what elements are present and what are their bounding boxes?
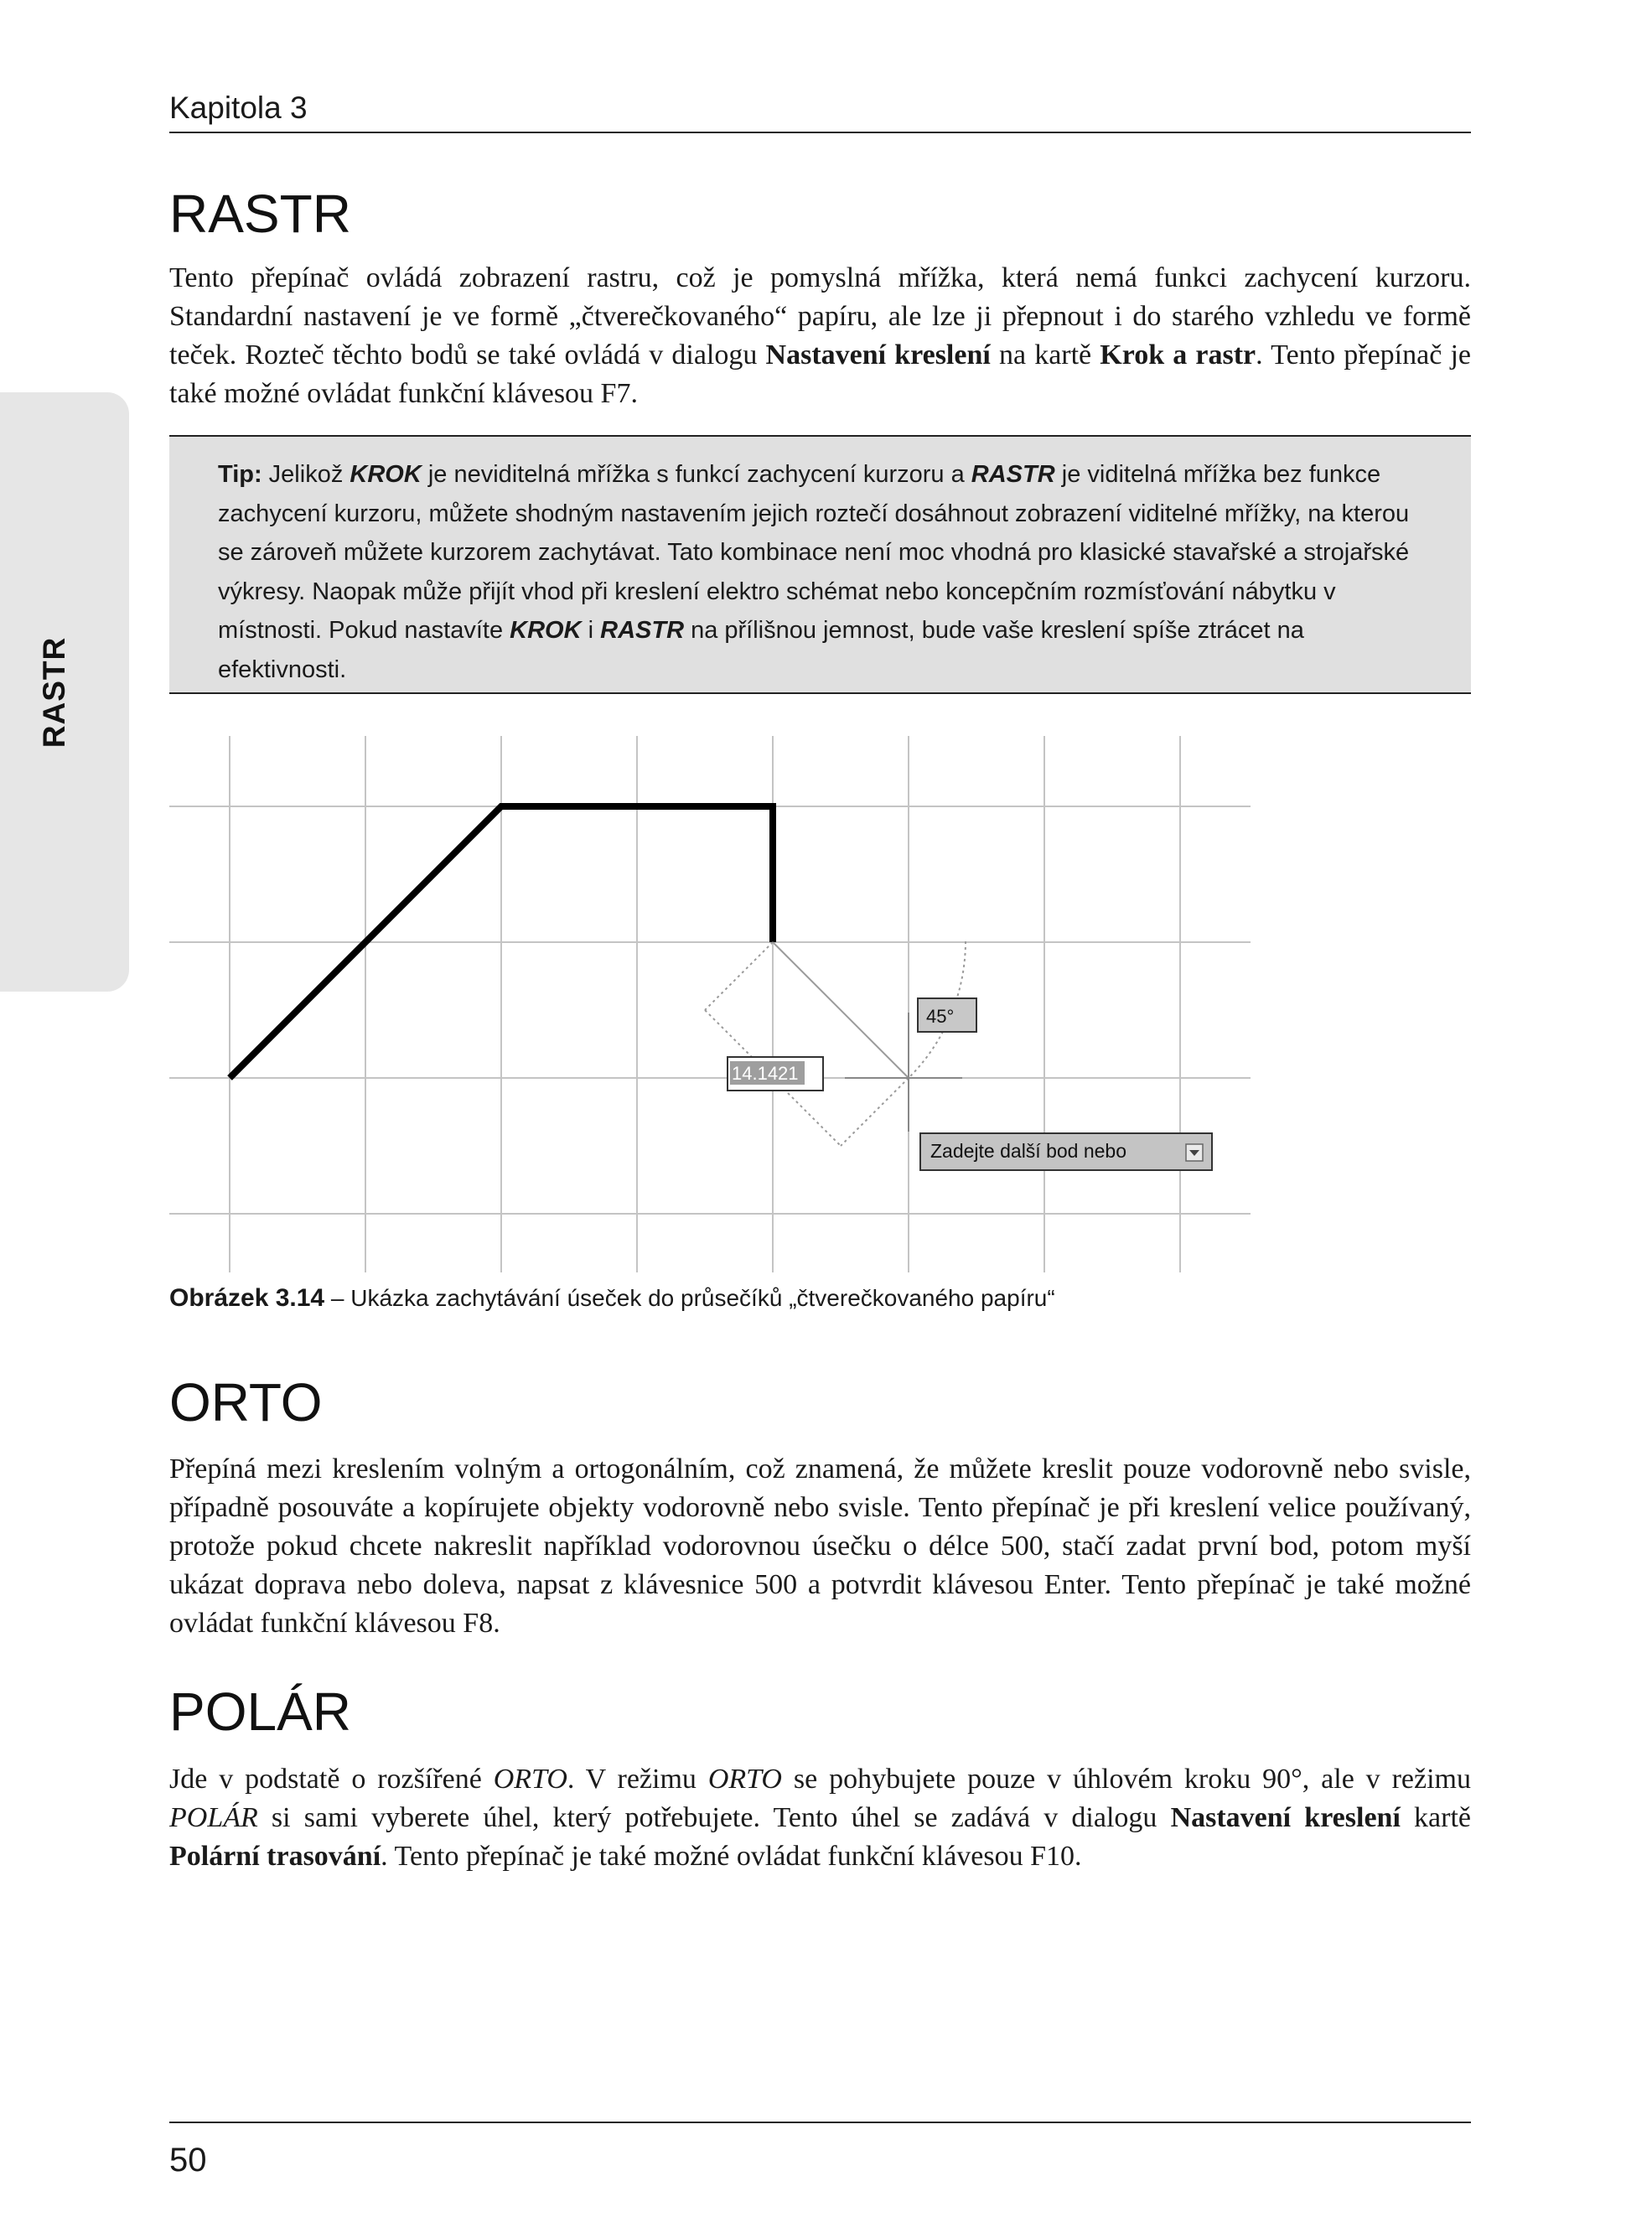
side-tab-label: RASTR (37, 636, 71, 749)
tip-label: Tip: (218, 461, 262, 488)
figure-grid-snap (169, 736, 1251, 1272)
section-title-polar: POLÁR (169, 1681, 351, 1742)
polar-paragraph: Jde v podstatě o rozšířené ORTO. V režimu ORTO se pohybujete pouze v úhlovém kroku 90°, ale v režimu POLÁR si sami vyberete úhel, který potřebujete. Tento úhel se zadává v dialogu Nastavení kreslení kartě Polární trasování. Tento přepínač je také možné ovládat funkční klávesou F10. (169, 1764, 1471, 1872)
orto-paragraph: Přepíná mezi kreslením volným a ortogonálním, což znamená, že můžete kreslit pouze vodorovně nebo svisle, případně posouváte a kopírujete objekty vodorovně nebo svisle. Tento přepínač je při kreslení velice používaný, protože pokud chcete nakreslit například vodorovnou úsečku o délce 500, stačí zadat první bod, potom myší ukázat doprava nebo doleva, napsat z klávesnice 500 a potvrdit klávesou Enter. Tento přepínač je také možné ovládat funkční klávesou F8. (169, 1453, 1471, 1639)
chapter-header: Kapitola 3 (169, 91, 308, 125)
section-title-orto: ORTO (169, 1372, 323, 1433)
angle-tooltip: 45° (926, 1006, 955, 1027)
length-input: 14.1421 (732, 1063, 799, 1084)
page-number: 50 (169, 2142, 207, 2179)
footer-rule (169, 2122, 1471, 2123)
command-prompt: Zadejte další bod nebo (930, 1140, 1127, 1162)
tip-text: Tip: Jelikož KROK je neviditelná mřížka s funkcí zachycení kurzoru a RASTR je viditelná mřížka bez funkce zachycení kurzoru, můžete shodným nastavením jejich roztečí dosáhnout zobrazení viditelné mřížky, na kterou se zároveň můžete kurzorem zachytávat. Tato kombinace není moc vhodná pro klasické stavařské a strojařské výkresy. Naopak může přijít vhod při kreslení elektro schémat nebo koncepčním rozmísťování nábytku v místnosti. Pokud nastavíte KROK i RASTR na přílišnou jemnost, bude vaše kreslení spíše ztrácet na efektivnosti. (218, 461, 1410, 683)
header-rule (169, 132, 1471, 133)
extension-line (841, 1078, 909, 1146)
section-title-rastr: RASTR (169, 184, 351, 244)
rastr-paragraph: Tento přepínač ovládá zobrazení rastru, což je pomyslná mřížka, která nemá funkci zachycení kurzoru. Standardní nastavení je ve formě „čtverečkovaného“ papíru, ale lze ji přepnout i do starého vzhledu ve formě teček. Rozteč těchto bodů se také ovládá v dialogu Nastavení kreslení na kartě Krok a rastr. Tento přepínač je také možné ovládat funkční klávesou F7. (169, 262, 1471, 409)
dropdown-arrow-icon (1186, 1144, 1203, 1161)
extension-line (705, 942, 773, 1010)
figure-caption: Obrázek 3.14 – Ukázka zachytávání úseček do průsečíků „čtverečkovaného papíru“ (169, 1284, 1055, 1312)
tip-box (169, 435, 1471, 694)
